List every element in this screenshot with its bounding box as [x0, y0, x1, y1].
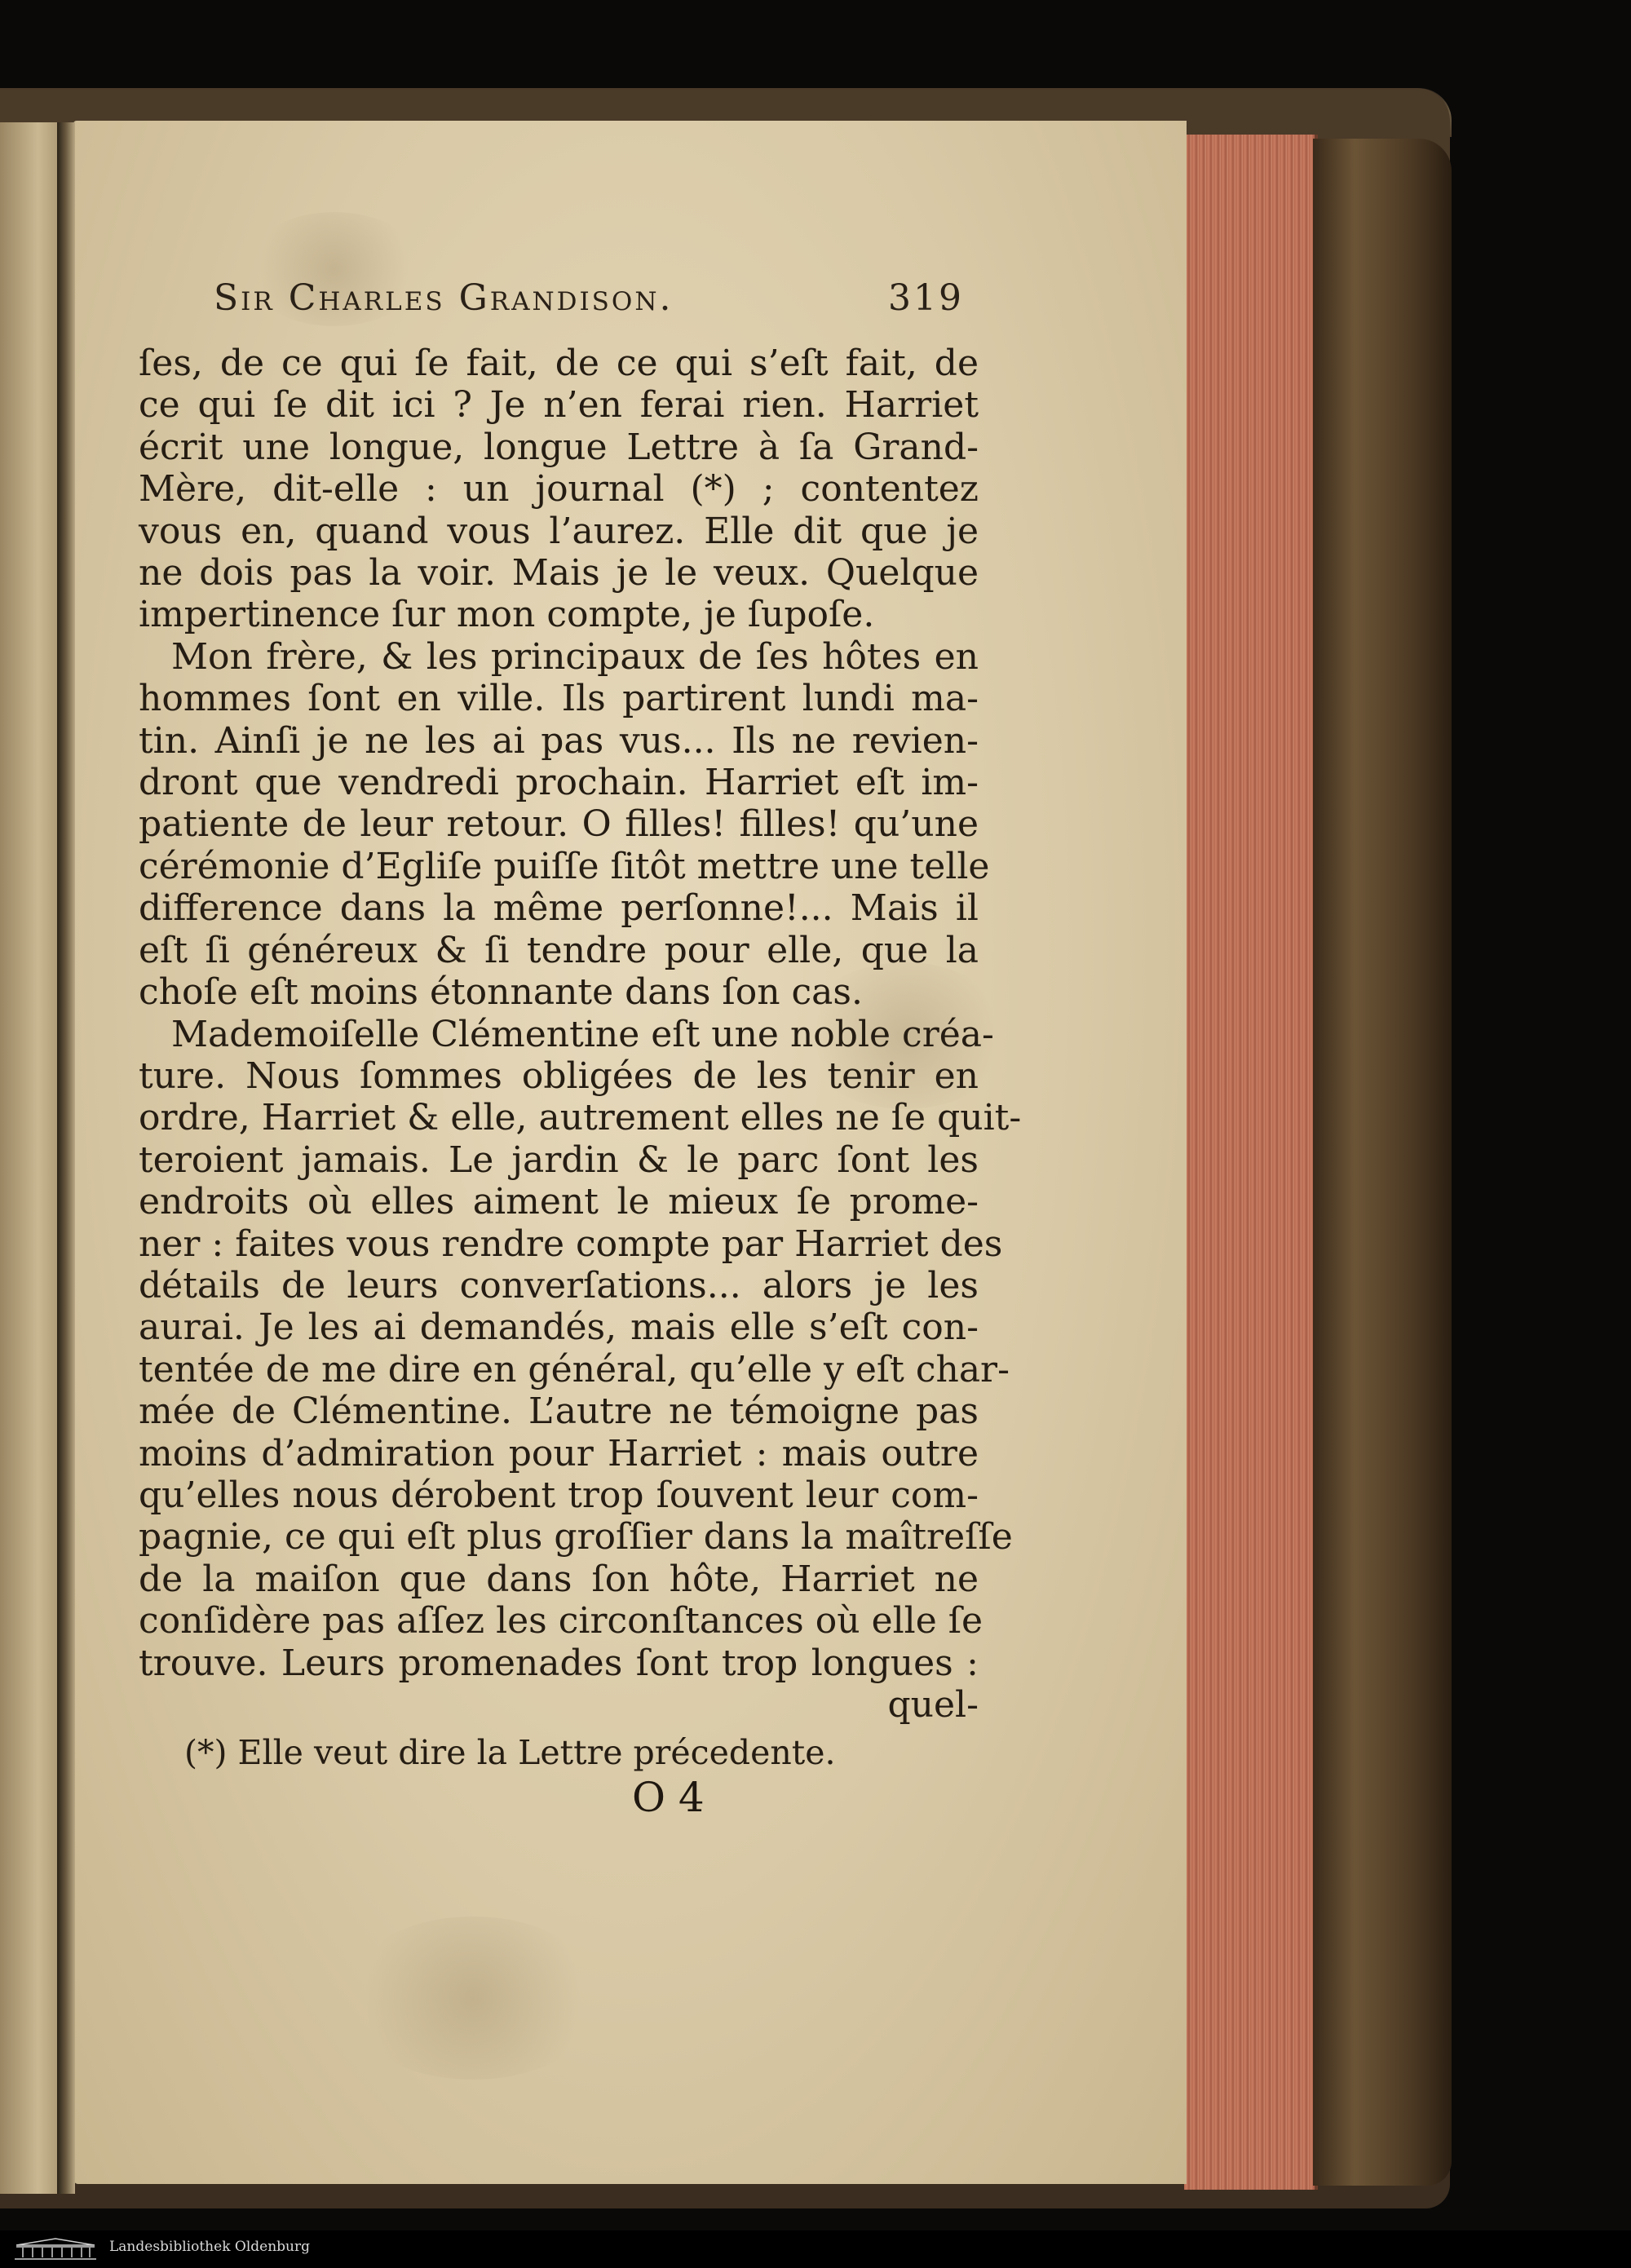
text-line: trouve. Leurs promenades ſont trop longues : — [139, 1642, 979, 1684]
running-head-title: Sir Charles Grandison. — [214, 277, 674, 319]
left-page-edge — [0, 122, 64, 2194]
text-line: aurai. Je les ai demandés, mais elle s’eſt con- — [139, 1306, 979, 1349]
footnote: (*) Elle veut dire la Lettre précedente. — [184, 1733, 836, 1772]
text-line: ſes, de ce qui ſe fait, de ce qui s’eſt fait, de — [139, 343, 979, 384]
text-line: eſt ſi généreux & ſi tendre pour elle, que la — [139, 929, 979, 971]
text-line: détails de leurs converſations... alors je les — [139, 1264, 979, 1306]
text-line: conſidère pas aſſez les circonſtances où elle ſe — [139, 1600, 983, 1642]
library-logo-icon — [10, 2237, 101, 2261]
running-head — [214, 277, 964, 326]
text-line: Mon frère, & les principaux de ſes hôtes en — [171, 635, 979, 678]
text-line: patiente de leur retour. O filles! filles! qu’une — [139, 803, 979, 846]
text-line: pagnie, ce qui eſt plus groſſier dans la maîtreſſe — [139, 1516, 1013, 1558]
text-line: dront que vendredi prochain. Harriet eſt im- — [139, 762, 979, 804]
text-line: qu’elles nous dérobent trop ſouvent leur com- — [139, 1474, 979, 1516]
text-line: cérémonie d’Egliſe puiſſe ſitôt mettre une telle — [139, 845, 990, 887]
library-name: Landesbibliothek Oldenburg — [109, 2239, 311, 2255]
text-line: moins d’admiration pour Harriet : mais outre — [139, 1432, 979, 1474]
text-line: de la maiſon que dans ſon hôte, Harriet ne — [139, 1558, 979, 1600]
text-line: vous en, quand vous l’aurez. Elle dit que je — [139, 510, 979, 552]
text-line: choſe eſt moins étonnante dans ſon cas. — [139, 971, 863, 1014]
text-line: hommes ſont en ville. Ils partirent lundi ma- — [139, 678, 979, 720]
text-line: ne dois pas la voir. Mais je le veux. Quelque — [139, 552, 979, 595]
book-cover-right — [1313, 139, 1452, 2186]
paper-stain — [343, 1917, 603, 2080]
page-block-edge — [1184, 135, 1318, 2190]
text-line: ner : faites vous rendre compte par Harriet des — [139, 1222, 1003, 1265]
book-gutter — [57, 122, 75, 2194]
text-line: teroient jamais. Le jardin & le parc ſont les — [139, 1138, 979, 1181]
signature-mark: O 4 — [632, 1774, 705, 1821]
text-line: Mère, dit-elle : un journal (*) ; contentez — [139, 468, 979, 511]
page-number: 319 — [888, 277, 964, 319]
text-line: mée de Clémentine. L’autre ne témoigne pas — [139, 1390, 979, 1433]
text-line: ordre, Harriet & elle, autrement elles ne ſe quit- — [139, 1097, 1022, 1139]
text-line: écrit une longue, longue Lettre à ſa Grand- — [139, 426, 979, 468]
text-line: difference dans la même perſonne!... Mais il — [139, 887, 979, 930]
text-line: Mademoiſelle Clémentine eſt une noble créa- — [171, 1013, 994, 1055]
text-line: impertinence ſur mon compte, je ſupoſe. — [139, 594, 875, 636]
text-line: ce qui ſe dit ici ? Je n’en ferai rien. Harriet — [139, 384, 979, 427]
catchword: quel- — [887, 1684, 979, 1726]
body-text — [139, 343, 1022, 1726]
text-line: endroits où elles aiment le mieux ſe prome- — [139, 1181, 979, 1223]
text-line: tin. Ainſi je ne les ai pas vus... Ils ne revien- — [139, 719, 979, 762]
text-line: ture. Nous ſommes obligées de les tenir en — [139, 1054, 979, 1097]
footer-bar — [0, 2230, 1631, 2268]
text-line: tentée de me dire en général, qu’elle y eſt char- — [139, 1348, 1010, 1390]
